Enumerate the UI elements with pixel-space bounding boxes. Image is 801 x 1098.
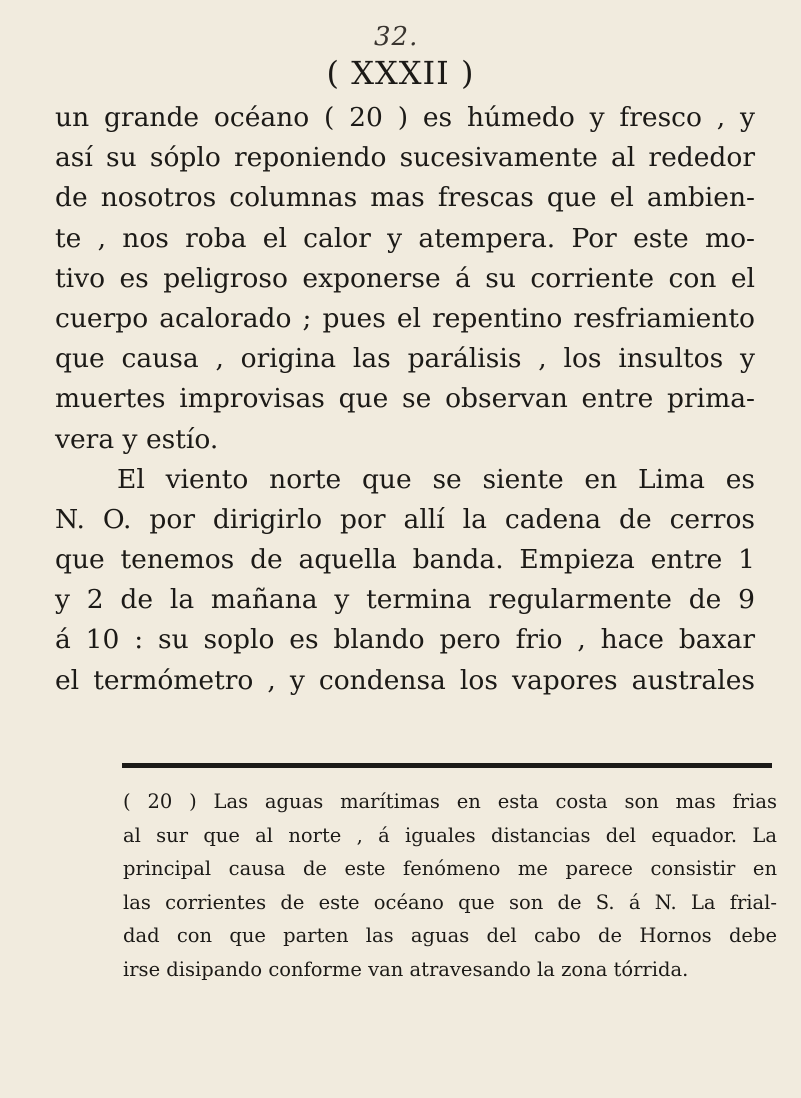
body-line: que causa , origina las parálisis , los insultos y bbox=[55, 343, 755, 375]
footnote-separator-rule bbox=[122, 763, 772, 768]
body-line: de nosotros columnas mas frescas que el ambien- bbox=[55, 182, 755, 214]
footnote-line: principal causa de este fenómeno me parece consistir en bbox=[123, 857, 777, 881]
body-line: El viento norte que se siente en Lima es bbox=[117, 463, 755, 495]
body-line: á 10 : su soplo es blando pero frio , hace baxar bbox=[55, 624, 755, 656]
body-line: vera y estío. bbox=[55, 423, 219, 455]
footnote-line: al sur que al norte , á iguales distancias del equador. La bbox=[123, 823, 777, 847]
footnote-line: las corrientes de este océano que son de S. á N. La frial- bbox=[123, 890, 777, 914]
body-line: tivo es peligroso exponerse á su corriente con el bbox=[55, 262, 755, 294]
body-line: cuerpo acalorado ; pues el repentino resfriamiento bbox=[55, 302, 755, 334]
body-line: muertes improvisas que se observan entre prima- bbox=[55, 383, 755, 415]
main-text bbox=[55, 98, 755, 701]
body-line: que tenemos de aquella banda. Empieza entre 1 bbox=[55, 544, 755, 576]
body-line: el termómetro , y condensa los vapores australes bbox=[55, 664, 755, 696]
page-number: ( XXXII ) bbox=[326, 54, 475, 92]
body-line: así su sóplo reponiendo sucesivamente al rededor bbox=[55, 142, 755, 174]
body-line: te , nos roba el calor y atempera. Por este mo- bbox=[55, 222, 755, 254]
footnote-line: irse disipando conforme van atravesando la zona tórrida. bbox=[123, 957, 689, 981]
handwritten-page-note: 32. bbox=[374, 22, 419, 52]
body-line: y 2 de la mañana y termina regularmente de 9 bbox=[55, 584, 755, 616]
body-line: N. O. por dirigirlo por allí la cadena de cerros bbox=[55, 503, 755, 535]
footnote bbox=[123, 785, 777, 987]
footnote-line: dad con que parten las aguas del cabo de Hornos debe bbox=[123, 924, 777, 948]
footnote-line: ( 20 ) Las aguas marítimas en esta costa son mas frias bbox=[123, 790, 777, 813]
body-line: un grande océano ( 20 ) es húmedo y fresco , y bbox=[55, 102, 755, 133]
